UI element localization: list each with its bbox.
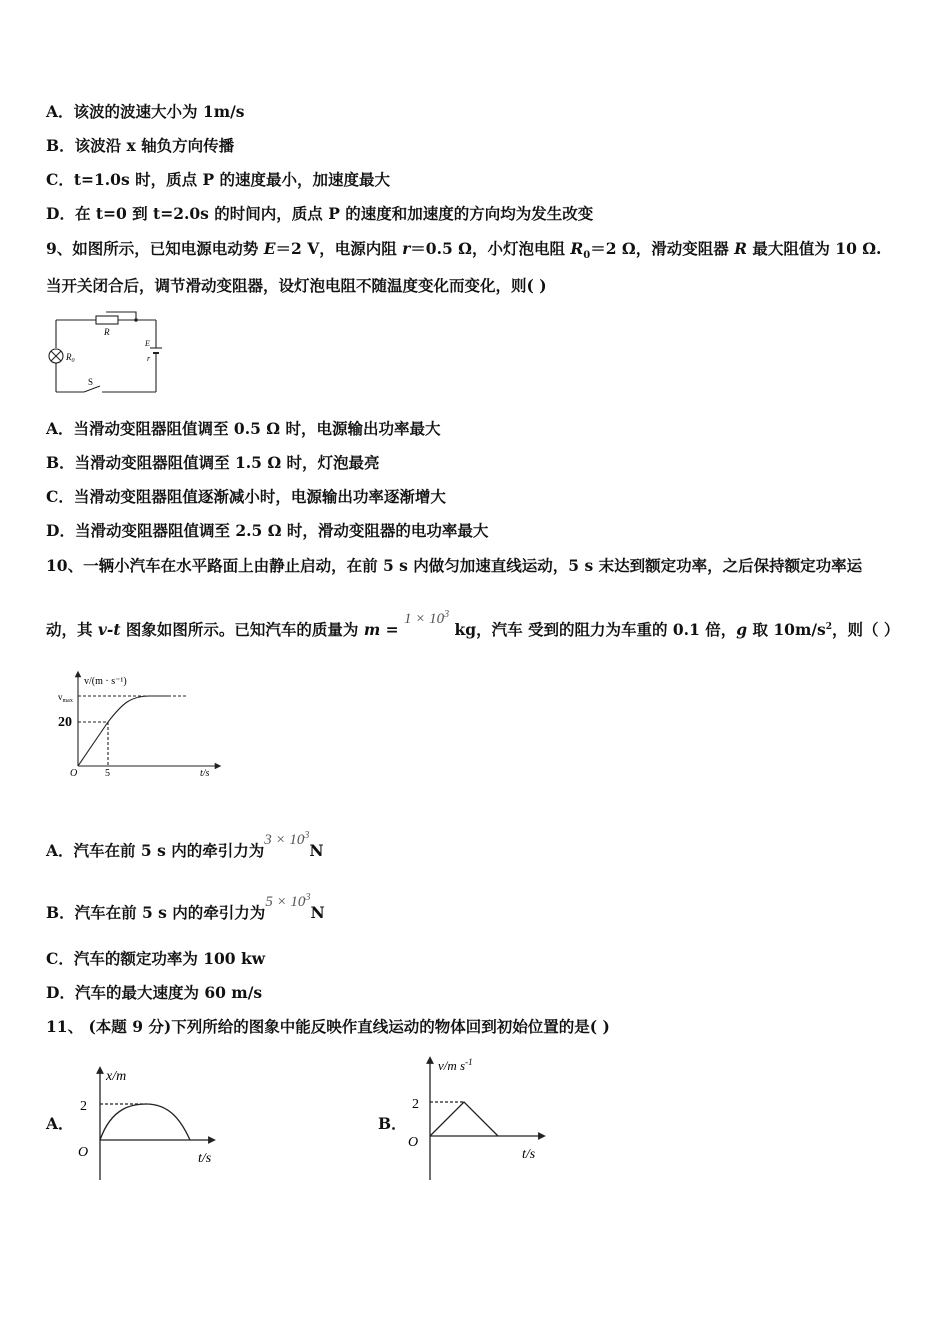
q10-symbol-m: m <box>363 620 381 640</box>
q10-text-4: kg，汽车 受到的阻力为车重的 0.1 倍， <box>449 620 737 640</box>
q10-option-b-value: $5 \times 10^3$ <box>265 892 311 910</box>
xt-y-label: x/m <box>106 1069 127 1084</box>
vt-b-tick-2: 2 <box>412 1097 419 1112</box>
q8-option-a: A．该波的波速大小为 1m/s <box>46 102 245 121</box>
q9-symbol-r0: R <box>570 239 584 258</box>
q11-graph-a <box>72 1062 222 1184</box>
xt-origin: O <box>78 1145 89 1160</box>
q11-option-a-label: A． <box>46 1114 74 1133</box>
q8-option-b: B．该波沿 x 轴负方向传播 <box>46 136 235 155</box>
vt-x-label: t/s <box>200 768 210 779</box>
q9-symbol-e: E <box>263 239 276 258</box>
q10-symbol-g: g <box>736 620 748 640</box>
q9-symbol-r0-sub: 0 <box>583 250 591 262</box>
q10-option-c: C．汽车的额定功率为 100 kw <box>46 949 266 968</box>
q9-text-3: ＝0.5 Ω，小灯泡电阻 <box>410 239 571 258</box>
q9-option-c: C．当滑动变阻器阻值逐渐减小时，电源输出功率逐渐增大 <box>46 487 446 506</box>
q10-vt-graph <box>50 668 225 780</box>
label-e: E <box>145 339 150 348</box>
vt-b-origin: O <box>408 1135 419 1150</box>
vt-tick-20: 20 <box>58 715 72 730</box>
vt-linear-segment <box>78 722 108 766</box>
q10-option-b: B．汽车在前 5 s 内的牵引力为$5 \times 10^3N$ <box>46 900 325 924</box>
xt-curve <box>100 1104 190 1140</box>
rheostat-symbol <box>96 316 118 324</box>
q10-vt: v-t <box>97 620 121 640</box>
q10-mass-value: $1 \times 10^3$ <box>404 609 450 628</box>
label-r: R <box>104 327 110 337</box>
vt-b-x-label: t/s <box>522 1147 536 1162</box>
q11-stem: 11、 (本题 9 分)下列所给的图象中能反映作直线运动的物体回到初始位置的是( ) <box>46 1017 610 1036</box>
vt-tick-5: 5 <box>105 768 110 779</box>
q9-text-4: ＝2 Ω，滑动变阻器 <box>590 239 735 258</box>
vt-origin: O <box>70 768 78 779</box>
q9-text-5: 最大阻值为 10 Ω. <box>747 239 882 258</box>
label-s: S <box>88 377 94 387</box>
q8-option-c: C．t=1.0s 时，质点 P 的速度最小，加速度最大 <box>46 170 391 189</box>
q9-stem-line2: 当开关闭合后，调节滑动变阻器，设灯泡电阻不随温度变化而变化，则( ) <box>46 276 547 295</box>
q9-symbol-r: r <box>402 239 411 258</box>
vt-vmax-label: $v_{max}$ <box>58 692 73 704</box>
q10-text-3: = <box>380 620 404 640</box>
q9-stem-line1 <box>46 239 881 266</box>
q10-text-6: ，则（ ） <box>832 620 900 640</box>
vt-triangle-line <box>430 1102 498 1136</box>
label-r0: $R_0$ <box>66 352 75 364</box>
vt-curve-segment <box>108 696 168 722</box>
q10-stem-line2 <box>46 609 900 641</box>
q10-text-2: 图象如图所示。已知汽车的质量为 <box>120 620 364 640</box>
q10-option-d: D．汽车的最大速度为 60 m/s <box>46 983 263 1002</box>
label-r-internal: r <box>147 354 151 363</box>
q10-text-5: 取 10m/s <box>747 620 826 640</box>
q8-option-d: D．在 t=0 到 t=2.0s 的时间内，质点 P 的速度和加速度的方向均为发生改变 <box>46 204 594 223</box>
q10-option-a: A．汽车在前 5 s 内的牵引力为$3 \times 10^3N$ <box>46 838 324 862</box>
q10-option-a-value: $3 \times 10^3$ <box>264 830 310 848</box>
q10-stem-line1: 10、一辆小汽车在水平路面上由静止启动，在前 5 s 内做匀加速直线运动，5 s 末达到额定功率，之后保持额定功率运 <box>46 556 863 575</box>
q9-option-a: A．当滑动变阻器阻值调至 0.5 Ω 时，电源输出功率最大 <box>46 419 441 438</box>
vt-y-label: v/(m · s⁻¹) <box>84 676 127 687</box>
q9-circuit-diagram <box>46 308 166 398</box>
q10-text-1: 动，其 <box>46 620 98 640</box>
q9-option-b: B．当滑动变阻器阻值调至 1.5 Ω 时，灯泡最亮 <box>46 453 380 472</box>
q10-unit-sup: 2 <box>825 622 833 632</box>
q9-text-1: 9、如图所示，已知电源电动势 <box>46 239 264 258</box>
q9-symbol-rvar: R <box>734 239 747 258</box>
q9-text-2: ＝2 V，电源内阻 <box>275 239 403 258</box>
q9-option-d: D．当滑动变阻器阻值调至 2.5 Ω 时，滑动变阻器的电功率最大 <box>46 521 489 540</box>
xt-tick-2: 2 <box>80 1099 87 1114</box>
xt-x-label: t/s <box>198 1151 212 1166</box>
vt-b-y-label: v/m $s^{-1}$ <box>438 1057 473 1073</box>
q11-graph-b <box>402 1052 552 1184</box>
q11-option-b-label: B． <box>378 1114 407 1133</box>
